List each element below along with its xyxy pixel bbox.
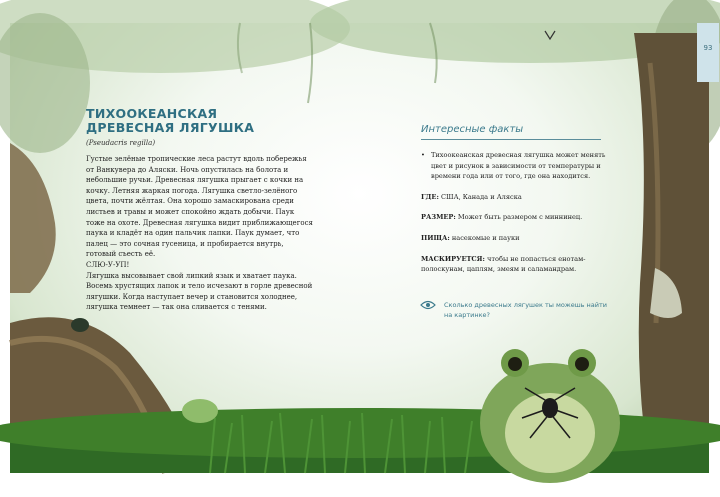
- facts-heading: Интересные факты: [421, 124, 524, 135]
- bullet-icon: •: [421, 151, 425, 159]
- book-spread: [10, 23, 713, 473]
- body-paragraph: Лягушка высовывает свой липкий язык и хватает паука. Восемь хрустящих лапок и тело исчезают в горле древесной лягушки. Когда наступает вечер и становится холоднее, лягушка темнеет — так она сливается с тенями.: [86, 271, 313, 312]
- body-paragraph: Густые зелёные тропические леса растут вдоль побережья от Ванкувера до Аляски. Ночь опустилась на болота и небольшие ручьи. Древесная лягушка прыгает с кочки на кочку. Летняя жаркая погода. Лягушка светло-зелёного цвета, почти жёлтая. Она хорошо замаскирована среди листьев и травы и может спокойно ждать добычи. Паук тоже на охоте. Древесная лягушка видит приближающегося паука и кладёт на один пальчик лапки. Паук думает, что палец — это сочная гусеница, и пробирается внутрь, готовый съесть её.: [86, 155, 313, 259]
- latin-name: (Pseudacris regilla): [86, 139, 156, 147]
- fact-label: ПИЩА:: [421, 233, 450, 242]
- page-number: 93: [697, 23, 719, 82]
- article-title: [86, 107, 286, 135]
- facts-divider: [421, 139, 601, 140]
- fact-item: [421, 254, 621, 275]
- title-line: ДРЕВЕСНАЯ ЛЯГУШКА: [86, 120, 255, 135]
- title-line: ТИХООКЕАНСКАЯ: [86, 106, 218, 121]
- fact-label: МАСКИРУЕТСЯ:: [421, 254, 485, 263]
- fact-value: США, Канада и Аляска: [441, 192, 522, 201]
- fact-item: [421, 192, 621, 203]
- body-text: [86, 154, 314, 313]
- eye-leaf-icon: [420, 300, 436, 310]
- fact-label: ГДЕ:: [421, 192, 439, 201]
- tip-callout: [420, 300, 620, 320]
- fact-label: РАЗМЕР:: [421, 213, 456, 222]
- fact-bullet: [421, 150, 621, 182]
- fact-value: насекомые и пауки: [451, 233, 520, 242]
- fact-bullet-text: Тихоокеанская древесная лягушка может менять цвет и рисунок в зависимости от температуры и времени года или от того, где она находится.: [431, 151, 606, 181]
- fact-item: [421, 212, 621, 223]
- fact-value: Может быть размером с миннинец.: [457, 213, 583, 222]
- facts-list: [421, 150, 621, 285]
- body-paragraph: СЛЮ-У-УП!: [86, 260, 130, 269]
- fact-value: чтобы не попасться енотам-полоскунам, цаплям, змеям и саламандрам.: [421, 254, 586, 274]
- fact-item: [421, 233, 621, 244]
- tip-text: Сколько древесных лягушек ты можешь найти на картинке?: [444, 301, 608, 319]
